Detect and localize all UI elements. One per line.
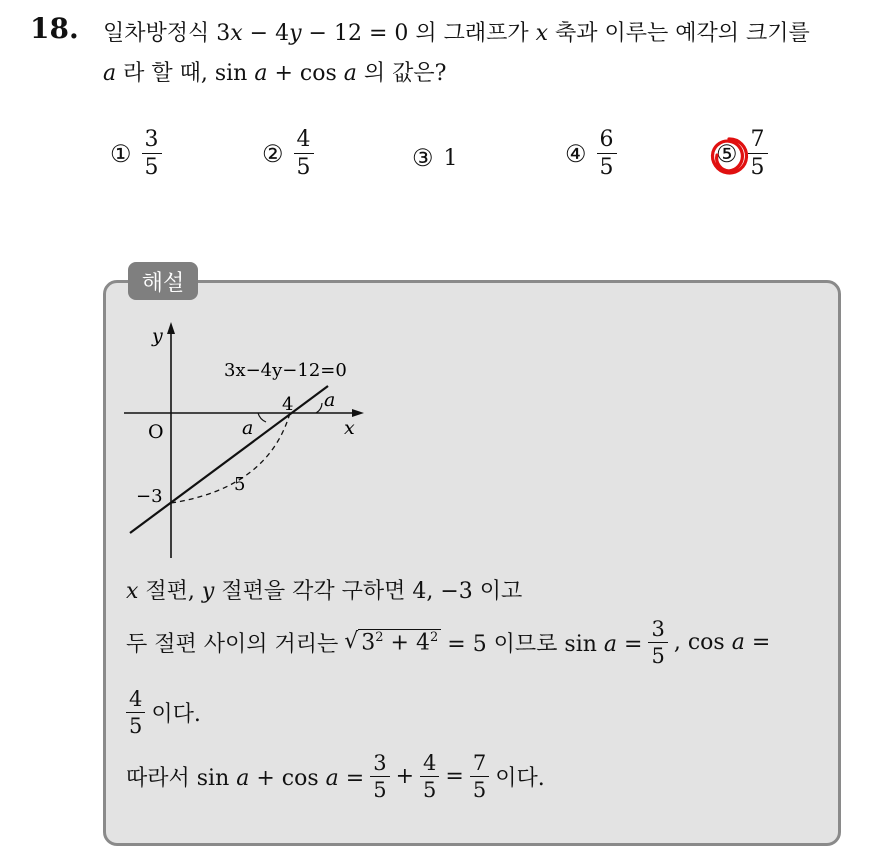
choice-2-mark: ② [262, 139, 284, 168]
answer-choices [0, 128, 884, 198]
choice-1-mark: ① [110, 139, 132, 168]
selected-answer-circle-icon [708, 135, 750, 177]
solution-line-2: 두 절편 사이의 거리는 √ $3^2 + 4^2$ = 5 이므로 sin a = $\frac{3}{5}$ , cos a = [126, 617, 771, 669]
result-fraction: $\frac{7}{5}$ [470, 752, 489, 801]
choice-5-fraction: $\frac{7}{5}$ [748, 128, 768, 179]
angle-label-2: a [324, 389, 336, 411]
solution-graph [118, 318, 378, 568]
sqrt-expression: √ $3^2 + 4^2$ [344, 629, 441, 655]
choice-3[interactable] [412, 144, 458, 172]
cos-fraction: $\frac{4}{5}$ [126, 688, 145, 737]
solution-line-3: $\frac{4}{5}$ 이다. [126, 688, 201, 737]
choice-4-fraction: $\frac{6}{5}$ [597, 128, 617, 179]
x-intercept-label: 4 [282, 394, 294, 415]
sum-fraction-1: $\frac{3}{5}$ [370, 752, 389, 801]
y-axis-arrow-icon [167, 322, 175, 334]
solution-line-1: x 절편, y 절편을 각각 구하면 4, −3 이고 [126, 579, 523, 604]
choice-3-value: 1 [443, 145, 458, 171]
choice-4[interactable] [565, 128, 617, 179]
choice-5-mark: ⑤ [716, 139, 738, 168]
solution-line-4: 따라서 sin a + cos a = $\frac{3}{5}$ + $\frac{4}{5}$ = $\frac{7}{5}$ 이다. [126, 751, 545, 803]
angle-label-1: a [242, 417, 254, 439]
x-axis-label: x [344, 417, 355, 439]
question-line-2: a 라 할 때, sin a + cos a 의 값은? [103, 61, 447, 86]
choice-3-mark: ③ [412, 144, 434, 172]
distance-label: 5 [234, 474, 246, 495]
question-line-1: 일차방정식 3x − 4y − 12 = 0 의 그래프가 x 축과 이루는 예각의 크기를 [103, 21, 810, 46]
sin-fraction: $\frac{3}{5}$ [648, 618, 667, 667]
origin-label: O [148, 421, 164, 443]
choice-4-mark: ④ [565, 139, 587, 168]
choice-2[interactable] [262, 128, 314, 179]
choice-2-fraction: $\frac{4}{5}$ [294, 128, 314, 179]
x-axis-arrow-icon [352, 409, 364, 417]
choice-1-fraction: $\frac{3}{5}$ [142, 128, 162, 179]
question-number: 18. [30, 12, 79, 45]
equation-label: 3x−4y−12=0 [224, 360, 347, 381]
y-intercept-label: −3 [136, 486, 163, 507]
angle-arc-1 [258, 413, 266, 422]
solution-tag: 해설 [128, 262, 198, 300]
y-axis-label: y [152, 325, 163, 347]
sum-fraction-2: $\frac{4}{5}$ [420, 752, 439, 801]
choice-1[interactable] [110, 128, 162, 179]
angle-arc-2 [316, 403, 322, 413]
graph-line [130, 386, 328, 533]
